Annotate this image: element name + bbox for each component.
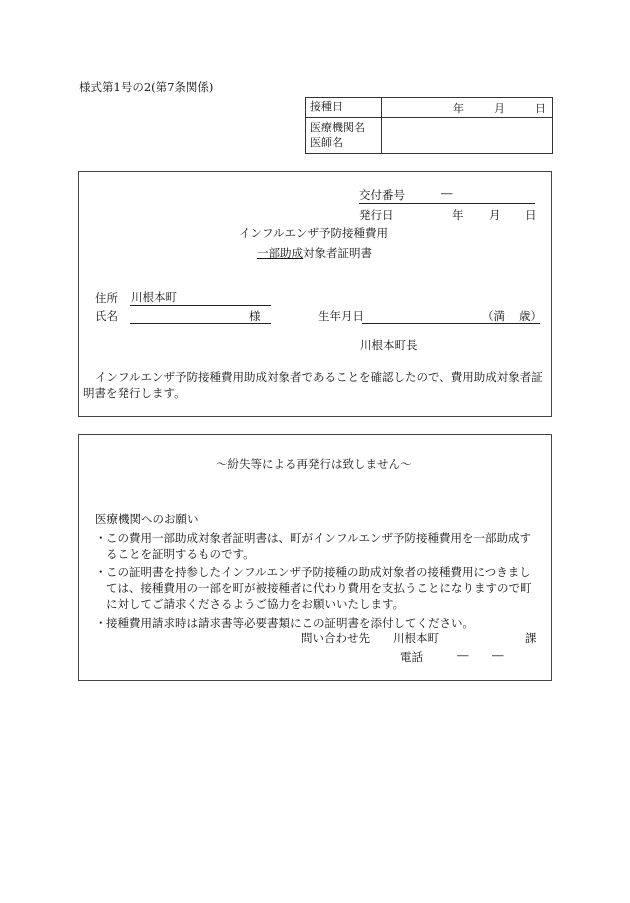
title-rest-part: 対象者証明書 [303, 246, 372, 260]
clinic-label [306, 118, 382, 154]
vaccination-date-row [306, 98, 553, 118]
certificate-title-line2 [257, 248, 372, 260]
birthdate-underline [362, 323, 540, 324]
day-label: 日 [535, 101, 546, 115]
issue-number-underline [359, 203, 535, 204]
contact-label: 問い合わせ先 [301, 631, 370, 645]
bullet-mark: ・ [95, 565, 107, 579]
name-underline [130, 323, 271, 324]
address-value: 川根本町 [131, 290, 177, 304]
doctor-name-label: 医師名 [310, 135, 343, 149]
phone-dash-2: ― [492, 648, 504, 662]
vaccination-date-label: 接種日 [306, 98, 382, 118]
address-underline [130, 305, 271, 306]
name-honorific: 様 [249, 309, 261, 323]
birthdate-label: 生年月日 [318, 309, 364, 323]
contact-section: 課 [525, 631, 537, 645]
age-close-label: 歳） [519, 309, 542, 323]
clinic-name-label: 医療機関名 [310, 121, 365, 134]
title-underlined-part: 一部助成 [257, 246, 303, 260]
bullet-mark: ・ [95, 531, 107, 545]
issue-month-label: 月 [489, 208, 501, 222]
no-reissue-notice: ～紛失等による再発行は致しません～ [216, 457, 412, 471]
notice-box [78, 434, 552, 681]
clinic-field[interactable] [382, 118, 553, 154]
issue-number-field[interactable] [414, 186, 534, 203]
form-number-label: 様式第1号の2(第7条関係) [79, 80, 214, 94]
bullet-text: この費用一部助成対象者証明書は、町がインフルエンザ予防接種費用を一部助成することを証明するものです。 [106, 531, 532, 561]
bullet-text: 接種費用請求時は請求書等必要書類にこの証明書を添付してください。 [106, 616, 474, 630]
contact-town: 川根本町 [393, 631, 439, 645]
certificate-box [78, 171, 552, 417]
clinic-row [306, 118, 553, 154]
phone-dash-1: ― [457, 648, 469, 662]
address-label: 住所 [95, 291, 118, 305]
birthdate-field[interactable] [367, 309, 477, 323]
bullet-text: この証明書を持参したインフルエンザ予防接種の助成対象者の接種費用につきましては、接種費用の一部を町が被接種者に代わり費用を支払うことになりますので町に対してご請求くださるようご協力をお願いいたします。 [106, 565, 532, 611]
phone-label: 電話 [400, 650, 423, 664]
name-label: 氏名 [95, 309, 118, 323]
certificate-statement: インフルエンザ予防接種費用助成対象者であることを確認したので、費用助成対象者証明書を発行します。 [83, 370, 543, 400]
issue-number-label: 交付番号 [359, 188, 405, 202]
issue-number-dash: ― [441, 186, 453, 200]
vaccination-date-field[interactable] [382, 98, 553, 118]
year-label: 年 [453, 101, 464, 115]
age-open-label: （満 [482, 309, 505, 323]
issue-date-label: 発行日 [359, 208, 394, 222]
issue-day-label: 日 [525, 208, 537, 222]
vaccination-record-table [305, 97, 553, 154]
certificate-title-line1: インフルエンザ予防接種費用 [239, 226, 389, 240]
address-field[interactable] [179, 291, 271, 305]
issue-year-label: 年 [452, 208, 464, 222]
month-label: 月 [494, 101, 505, 115]
bullet-mark: ・ [95, 616, 107, 630]
issuer-name: 川根本町長 [360, 338, 418, 352]
name-field[interactable] [130, 309, 246, 323]
request-title: 医療機関へのお願い [95, 512, 199, 526]
